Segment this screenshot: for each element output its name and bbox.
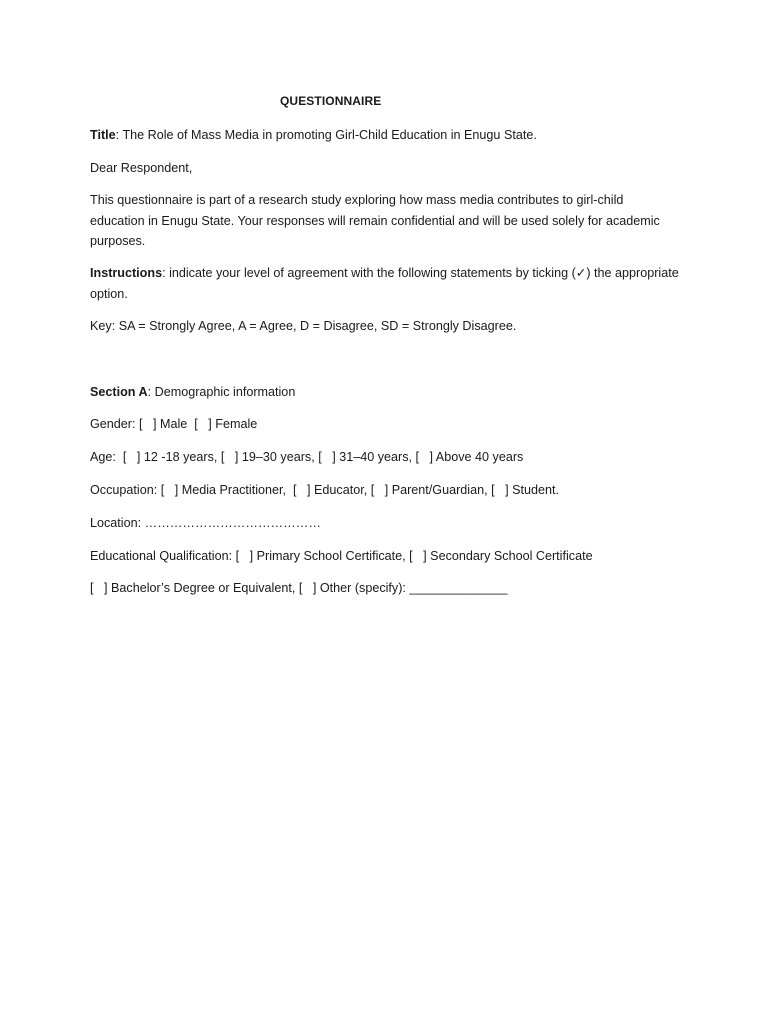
qualification-line-1: Educational Qualification: [ ] Primary School Certificate, [ ] Secondary School Certificate — [90, 549, 593, 563]
intro-paragraph: This questionnaire is part of a research study exploring how mass media contributes to girl-child education in Enugu State. Your responses will remain confidential and will be used solely for academic purposes. — [90, 193, 660, 248]
instructions-text: : indicate your level of agreement with the following statements by ticking (✓) the appropriate option. — [90, 266, 679, 301]
occupation-line: Occupation: [ ] Media Practitioner, [ ] Educator, [ ] Parent/Guardian, [ ] Student. — [90, 483, 560, 497]
key-line: Key: SA = Strongly Agree, A = Agree, D = Disagree, SD = Strongly Disagree. — [90, 319, 517, 333]
instructions-label: Instructions — [90, 266, 163, 280]
page-title: QUESTIONNAIRE — [280, 94, 382, 108]
qualification-line-2: [ ] Bachelor’s Degree or Equivalent, [ ] Other (specify): ______________ — [90, 581, 508, 595]
gender-line: Gender: [ ] Male [ ] Female — [90, 417, 258, 431]
section-a-text: : Demographic information — [147, 385, 296, 399]
section-a-heading — [90, 382, 680, 403]
location-line: Location: …………………………………… — [90, 516, 321, 530]
salutation: Dear Respondent, — [90, 161, 193, 175]
age-line: Age: [ ] 12 -18 years, [ ] 19–30 years, [ ] 31–40 years, [ ] Above 40 years — [90, 450, 524, 464]
section-a-label: Section A — [90, 385, 148, 399]
title-label: Title — [90, 128, 116, 142]
title-line — [90, 125, 680, 146]
title-text: : The Role of Mass Media in promoting Girl-Child Education in Enugu State. — [115, 128, 537, 142]
instructions-paragraph — [90, 263, 680, 304]
